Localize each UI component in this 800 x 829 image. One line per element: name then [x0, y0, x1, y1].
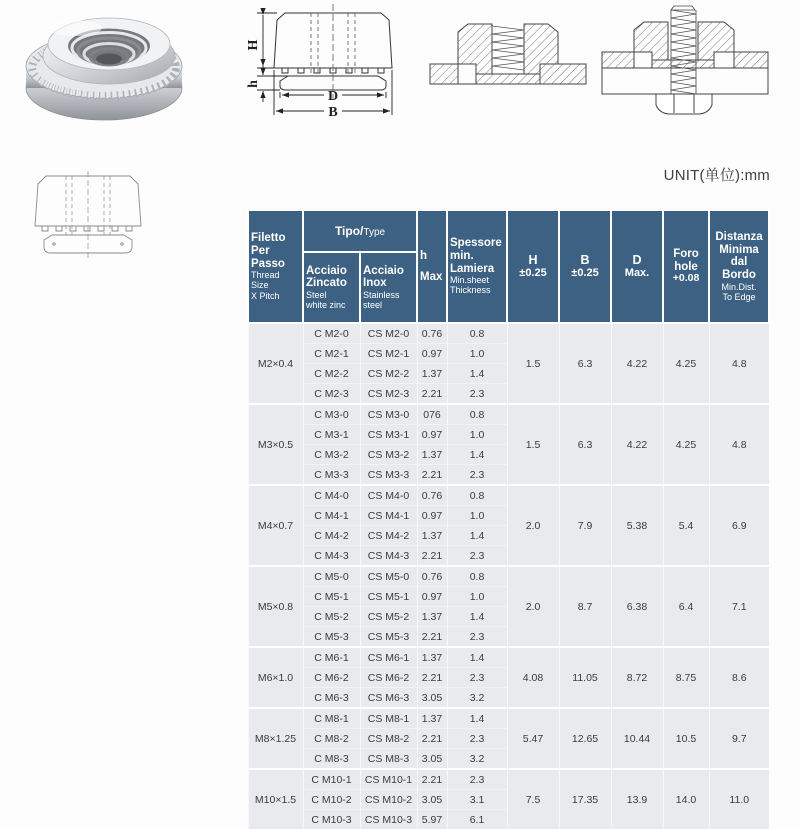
dimension-drawing	[236, 0, 431, 126]
hole-value-cell: 8.75	[663, 647, 709, 708]
table-row	[248, 708, 769, 729]
col-header-min-sheet: Spessore min. Lamiera Min.sheet Thickness	[447, 210, 507, 323]
hole-value-cell: 6.4	[663, 566, 709, 647]
col-header-B: B ±0.25	[559, 210, 611, 323]
min-sheet-cell: 1.4	[447, 708, 507, 729]
table-row	[248, 485, 769, 506]
h-max-cell: 2.21	[417, 668, 447, 688]
H-value-cell: 2.0	[507, 485, 559, 566]
part-number-inox-cell: CS M2-3	[360, 384, 417, 405]
h-max-cell: 0.97	[417, 587, 447, 607]
min-sheet-cell: 0.8	[447, 485, 507, 506]
part-number-zinc-cell: C M2-2	[303, 364, 360, 384]
h-max-cell: 2.21	[417, 729, 447, 749]
B-value-cell: 11.05	[559, 647, 611, 708]
B-value-cell: 17.35	[559, 769, 611, 829]
dim-label-h: h	[246, 80, 261, 88]
part-number-inox-cell: CS M4-1	[360, 506, 417, 526]
table-row	[248, 647, 769, 668]
edge-distance-value-cell: 8.6	[709, 647, 769, 708]
part-number-inox-cell: CS M5-3	[360, 627, 417, 648]
part-number-inox-cell: CS M5-2	[360, 607, 417, 627]
part-number-inox-cell: CS M10-2	[360, 790, 417, 810]
B-value-cell: 6.3	[559, 323, 611, 404]
part-number-zinc-cell: C M2-3	[303, 384, 360, 405]
part-number-zinc-cell: C M5-2	[303, 607, 360, 627]
hole-value-cell: 14.0	[663, 769, 709, 829]
col-header-D: D Max.	[611, 210, 663, 323]
part-number-zinc-cell: C M3-2	[303, 445, 360, 465]
part-number-zinc-cell: C M6-1	[303, 647, 360, 668]
part-number-inox-cell: CS M2-1	[360, 344, 417, 364]
col-header-edge-distance: Distanza Minima dal Bordo Min.Dist. To Edge	[709, 210, 769, 323]
part-number-zinc-cell: C M4-0	[303, 485, 360, 506]
min-sheet-cell: 1.4	[447, 647, 507, 668]
h-max-cell: 2.21	[417, 769, 447, 790]
min-sheet-cell: 1.0	[447, 344, 507, 364]
h-max-cell: 2.21	[417, 546, 447, 567]
h-max-cell: 5.97	[417, 810, 447, 829]
spec-table-body	[248, 323, 769, 829]
table-row	[248, 769, 769, 790]
min-sheet-cell: 0.8	[447, 404, 507, 425]
H-value-cell: 7.5	[507, 769, 559, 829]
thread-size-cell: M10×1.5	[248, 769, 303, 829]
h-max-cell: 2.21	[417, 627, 447, 648]
edge-distance-value-cell: 9.7	[709, 708, 769, 769]
table-row	[248, 404, 769, 425]
h-max-cell: 0.97	[417, 344, 447, 364]
part-number-inox-cell: CS M4-0	[360, 485, 417, 506]
h-max-cell: 1.37	[417, 708, 447, 729]
part-number-zinc-cell: C M5-3	[303, 627, 360, 648]
edge-distance-value-cell: 7.1	[709, 566, 769, 647]
H-value-cell: 1.5	[507, 323, 559, 404]
h-max-cell: 1.37	[417, 364, 447, 384]
h-max-cell: 1.37	[417, 526, 447, 546]
min-sheet-cell: 2.3	[447, 465, 507, 486]
min-sheet-cell: 3.2	[447, 688, 507, 709]
D-value-cell: 13.9	[611, 769, 663, 829]
col-header-stainless: Acciaio Inox Stainless steel	[360, 252, 417, 323]
B-value-cell: 12.65	[559, 708, 611, 769]
h-max-cell: 076	[417, 404, 447, 425]
min-sheet-cell: 3.1	[447, 790, 507, 810]
part-number-inox-cell: CS M3-0	[360, 404, 417, 425]
min-sheet-cell: 2.3	[447, 546, 507, 567]
H-value-cell: 2.0	[507, 566, 559, 647]
part-number-inox-cell: CS M3-3	[360, 465, 417, 486]
thread-size-cell: M6×1.0	[248, 647, 303, 708]
part-number-zinc-cell: C M10-3	[303, 810, 360, 829]
h-max-cell: 2.21	[417, 465, 447, 486]
thread-size-cell: M5×0.8	[248, 566, 303, 647]
min-sheet-cell: 2.3	[447, 769, 507, 790]
min-sheet-cell: 1.4	[447, 526, 507, 546]
edge-distance-value-cell: 4.8	[709, 323, 769, 404]
D-value-cell: 10.44	[611, 708, 663, 769]
h-max-cell: 3.05	[417, 790, 447, 810]
part-number-zinc-cell: C M3-1	[303, 425, 360, 445]
part-number-inox-cell: CS M6-1	[360, 647, 417, 668]
h-max-cell: 2.21	[417, 384, 447, 405]
hole-value-cell: 4.25	[663, 323, 709, 404]
part-number-zinc-cell: C M10-2	[303, 790, 360, 810]
part-number-zinc-cell: C M2-0	[303, 323, 360, 344]
part-number-zinc-cell: C M2-1	[303, 344, 360, 364]
part-number-zinc-cell: C M8-1	[303, 708, 360, 729]
D-value-cell: 4.22	[611, 404, 663, 485]
part-number-zinc-cell: C M3-0	[303, 404, 360, 425]
h-max-cell: 3.05	[417, 749, 447, 770]
thread-size-cell: M2×0.4	[248, 323, 303, 404]
part-number-inox-cell: CS M2-2	[360, 364, 417, 384]
min-sheet-cell: 2.3	[447, 729, 507, 749]
h-max-cell: 1.37	[417, 647, 447, 668]
part-number-inox-cell: CS M10-1	[360, 769, 417, 790]
H-value-cell: 4.08	[507, 647, 559, 708]
D-value-cell: 4.22	[611, 323, 663, 404]
unit-label: UNIT(单位):mm	[620, 164, 770, 185]
min-sheet-cell: 0.8	[447, 323, 507, 344]
part-number-inox-cell: CS M4-2	[360, 526, 417, 546]
min-sheet-cell: 1.0	[447, 587, 507, 607]
part-number-zinc-cell: C M3-3	[303, 465, 360, 486]
h-max-cell: 0.76	[417, 323, 447, 344]
hole-value-cell: 5.4	[663, 485, 709, 566]
part-number-inox-cell: CS M4-3	[360, 546, 417, 567]
part-number-inox-cell: CS M5-1	[360, 587, 417, 607]
thread-size-cell: M8×1.25	[248, 708, 303, 769]
col-header-hmax: h Max	[417, 210, 447, 323]
part-number-inox-cell: CS M6-2	[360, 668, 417, 688]
H-value-cell: 1.5	[507, 404, 559, 485]
dim-label-H: H	[246, 39, 261, 50]
part-number-inox-cell: CS M8-1	[360, 708, 417, 729]
min-sheet-cell: 1.4	[447, 607, 507, 627]
product-photo	[12, 4, 197, 124]
D-value-cell: 5.38	[611, 485, 663, 566]
outline-drawing	[8, 168, 168, 264]
part-number-zinc-cell: C M4-2	[303, 526, 360, 546]
min-sheet-cell: 0.8	[447, 566, 507, 587]
h-max-cell: 0.97	[417, 425, 447, 445]
part-number-inox-cell: CS M10-3	[360, 810, 417, 829]
h-max-cell: 0.76	[417, 485, 447, 506]
part-number-inox-cell: CS M3-1	[360, 425, 417, 445]
spec-table	[247, 209, 770, 829]
col-header-steel-zinc: Acciaio Zincato Steel white zinc	[303, 252, 360, 323]
dim-label-D: D	[328, 89, 338, 104]
part-number-zinc-cell: C M4-3	[303, 546, 360, 567]
part-number-zinc-cell: C M5-1	[303, 587, 360, 607]
part-number-inox-cell: CS M5-0	[360, 566, 417, 587]
part-number-zinc-cell: C M4-1	[303, 506, 360, 526]
thread-size-cell: M4×0.7	[248, 485, 303, 566]
min-sheet-cell: 2.3	[447, 627, 507, 648]
h-max-cell: 0.97	[417, 506, 447, 526]
edge-distance-value-cell: 6.9	[709, 485, 769, 566]
hole-value-cell: 10.5	[663, 708, 709, 769]
B-value-cell: 6.3	[559, 404, 611, 485]
B-value-cell: 8.7	[559, 566, 611, 647]
min-sheet-cell: 3.2	[447, 749, 507, 770]
col-header-tipo: Tipo/Type	[303, 210, 417, 252]
edge-distance-value-cell: 11.0	[709, 769, 769, 829]
min-sheet-cell: 1.4	[447, 445, 507, 465]
min-sheet-cell: 1.0	[447, 506, 507, 526]
H-value-cell: 5.47	[507, 708, 559, 769]
min-sheet-cell: 1.0	[447, 425, 507, 445]
h-max-cell: 1.37	[417, 445, 447, 465]
part-number-inox-cell: CS M3-2	[360, 445, 417, 465]
hole-value-cell: 4.25	[663, 404, 709, 485]
part-number-zinc-cell: C M10-1	[303, 769, 360, 790]
part-number-zinc-cell: C M8-2	[303, 729, 360, 749]
min-sheet-cell: 2.3	[447, 384, 507, 405]
part-number-inox-cell: CS M8-2	[360, 729, 417, 749]
thread-size-cell: M3×0.5	[248, 404, 303, 485]
h-max-cell: 3.05	[417, 688, 447, 709]
part-number-zinc-cell: C M5-0	[303, 566, 360, 587]
D-value-cell: 6.38	[611, 566, 663, 647]
h-max-cell: 0.76	[417, 566, 447, 587]
col-header-foro: Foro hole +0.08	[663, 210, 709, 323]
col-header-H: H ±0.25	[507, 210, 559, 323]
part-number-inox-cell: CS M8-3	[360, 749, 417, 770]
installed-section-drawing	[428, 12, 590, 104]
table-row	[248, 323, 769, 344]
col-header-thread-size: Filetto Per Passo Thread Size X Pitch	[248, 210, 303, 323]
h-max-cell: 1.37	[417, 607, 447, 627]
part-number-zinc-cell: C M8-3	[303, 749, 360, 770]
part-number-inox-cell: CS M6-3	[360, 688, 417, 709]
dim-label-B: B	[328, 105, 337, 120]
min-sheet-cell: 1.4	[447, 364, 507, 384]
bolted-section-drawing	[596, 2, 774, 116]
min-sheet-cell: 6.1	[447, 810, 507, 829]
table-row	[248, 566, 769, 587]
part-number-inox-cell: CS M2-0	[360, 323, 417, 344]
B-value-cell: 7.9	[559, 485, 611, 566]
edge-distance-value-cell: 4.8	[709, 404, 769, 485]
D-value-cell: 8.72	[611, 647, 663, 708]
min-sheet-cell: 2.3	[447, 668, 507, 688]
part-number-zinc-cell: C M6-3	[303, 688, 360, 709]
part-number-zinc-cell: C M6-2	[303, 668, 360, 688]
